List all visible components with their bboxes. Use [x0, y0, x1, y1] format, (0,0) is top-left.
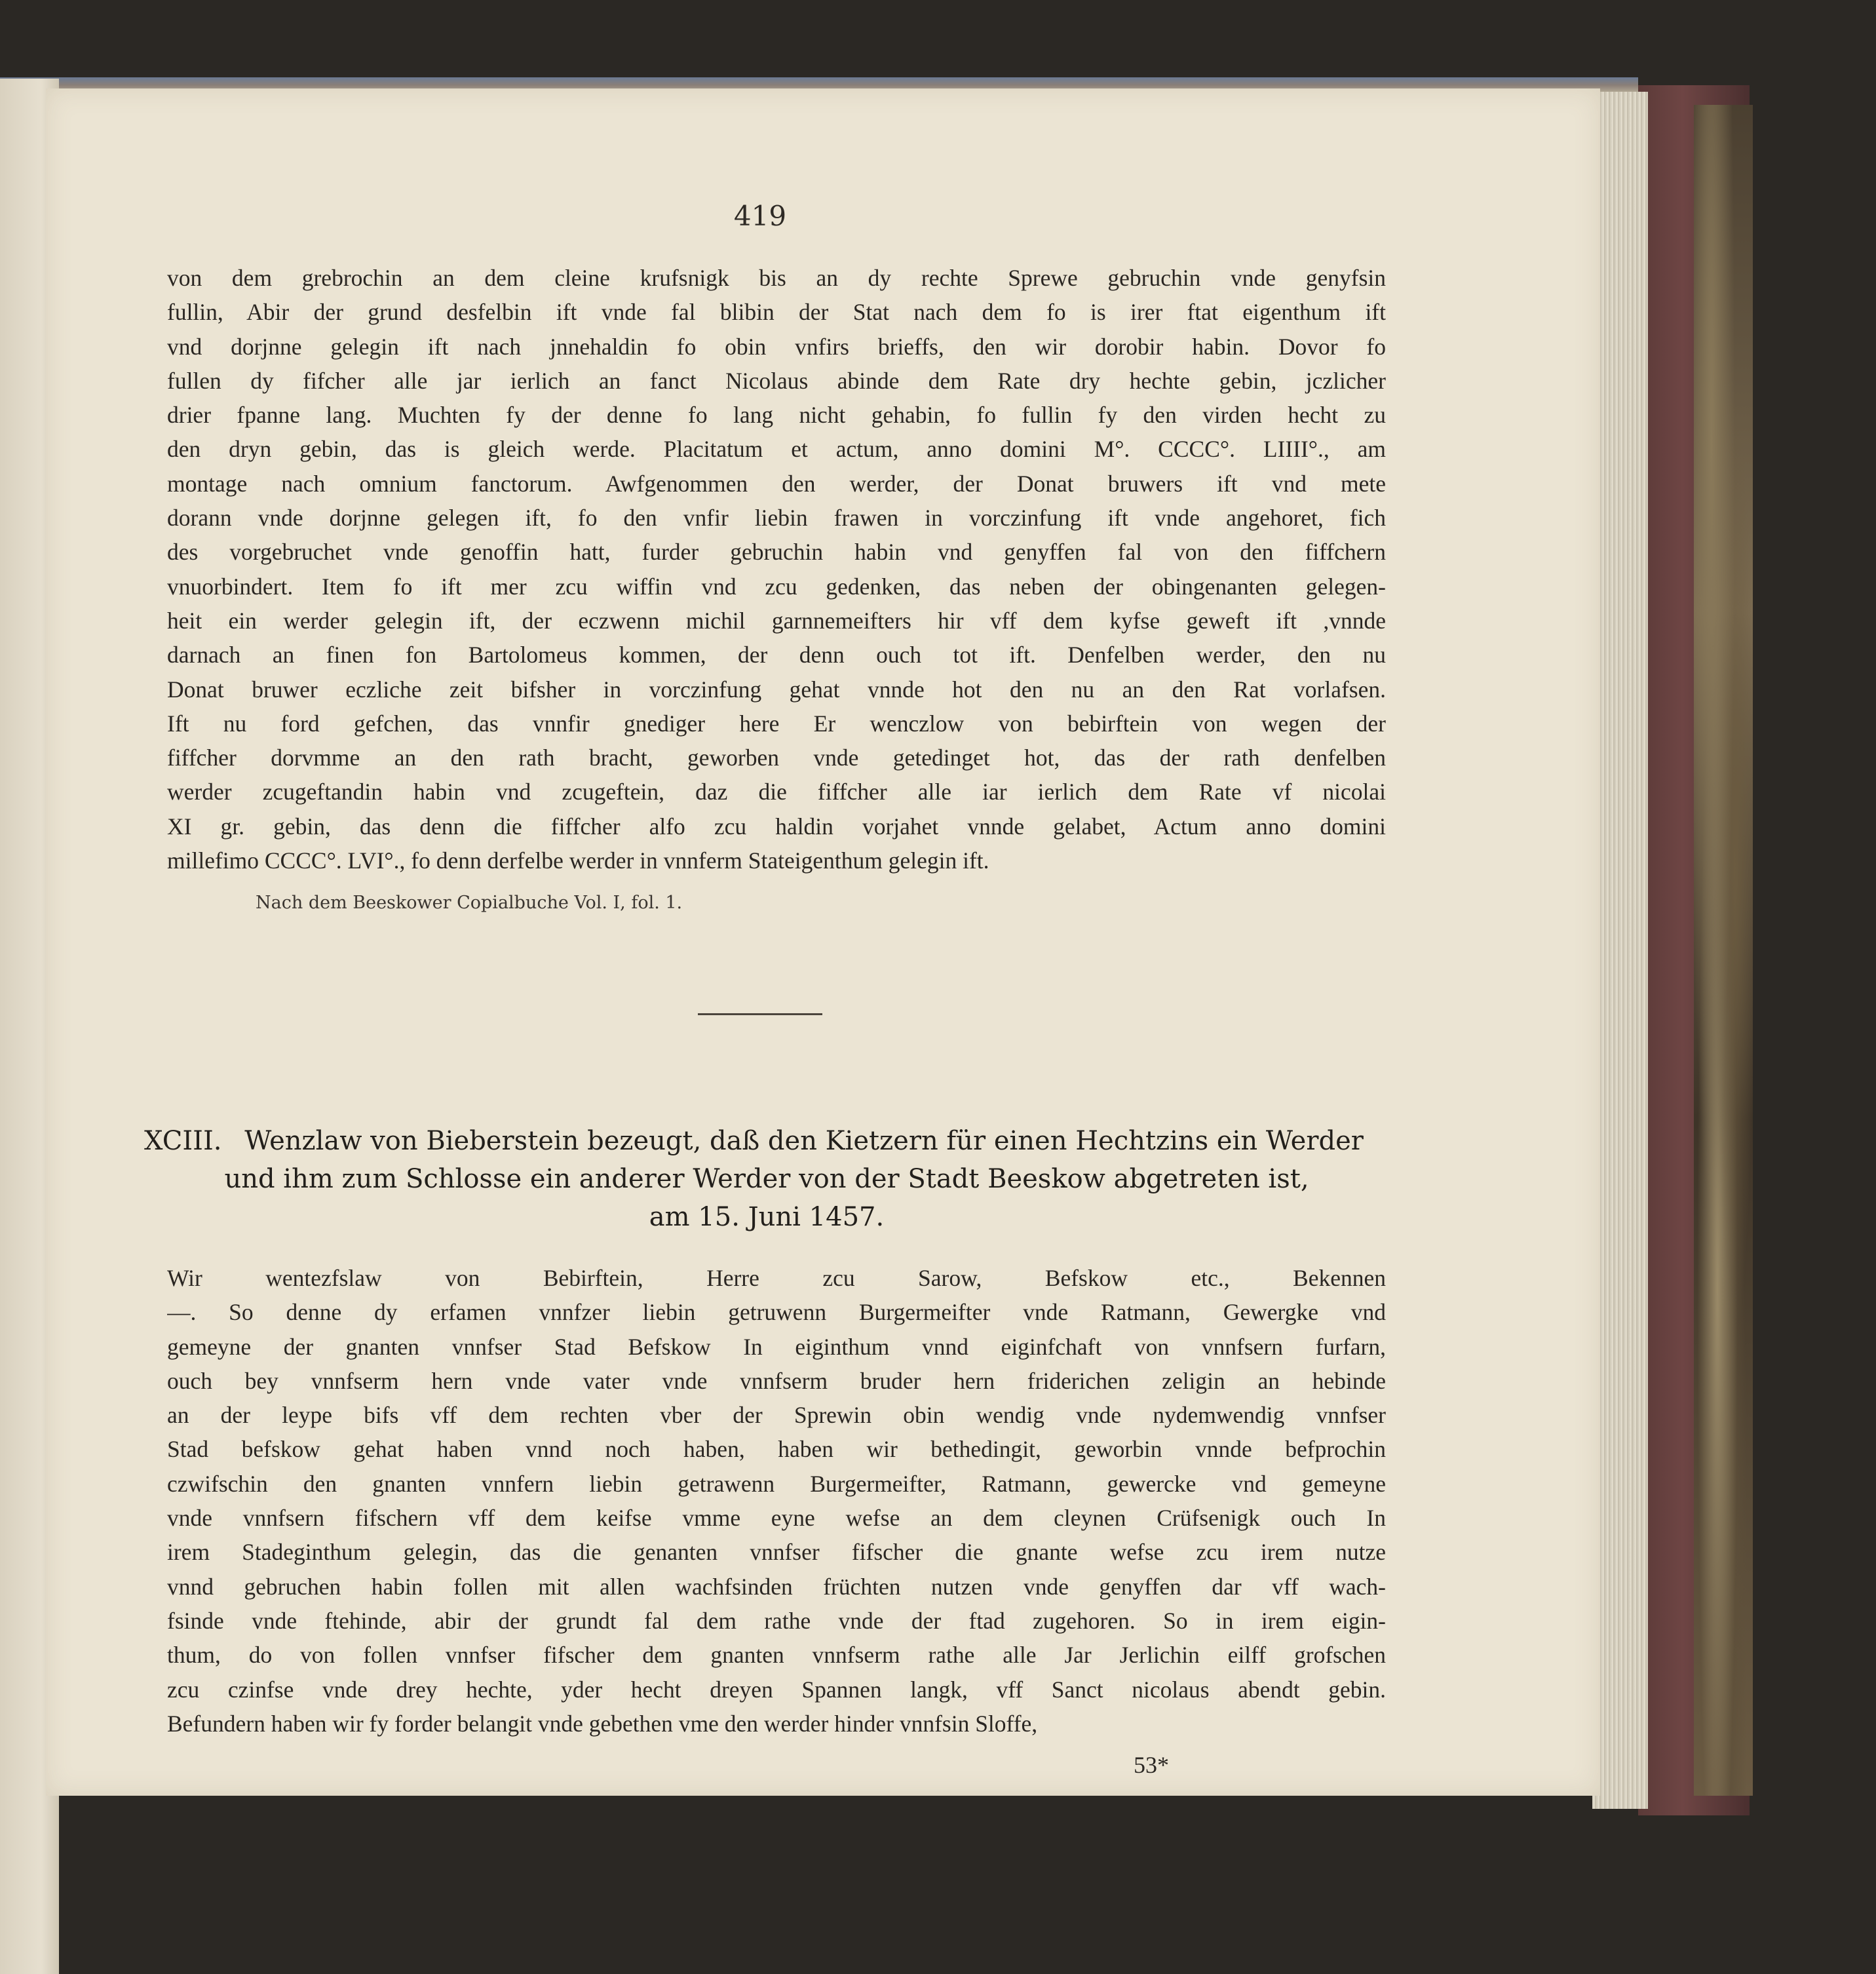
text-line: fullen dy fifcher alle jar ierlich an fanct Nicolaus abinde dem Rate dry hechte gebin, jczlicher: [167, 367, 1386, 394]
text-line: fullin, Abir der grund desfelbin ift vnde fal blibin der Stat nach dem fo is irer ftat eigenthum ift: [167, 299, 1386, 326]
page-edges: [1592, 92, 1648, 1809]
text-line: XI gr. gebin, das denn die fiffcher alfo zcu haldin vorjahet vnnde gelabet, Actum anno domini: [167, 813, 1386, 840]
text-line: vnd dorjnne gelegin ift nach jnnehaldin fo obin vnfirs brieffs, den wir dorobir habin. Dovor fo: [167, 333, 1386, 360]
document-heading: [144, 1122, 1389, 1236]
text-line: —. So denne dy erfamen vnnfzer liebin getruwenn Burgermeifter vnde Ratmann, Gewergke vnd: [167, 1299, 1386, 1326]
text-line: drier fpanne lang. Muchten fy der denne fo lang nicht gehabin, fo fullin fy den virden hecht zu: [167, 402, 1386, 429]
text-line: werder zcugeftandin habin vnd zcugeftein, daz die fiffcher alle iar ierlich dem Rate vf nicolai: [167, 779, 1386, 805]
text-line: gemeyne der gnanten vnnfser Stad Befskow In eiginthum vnnd eiginfchaft von vnnfsern furfarn,: [167, 1333, 1386, 1360]
text-line: von dem grebrochin an dem cleine krufsnigk bis an dy rechte Sprewe gebruchin vnde genyfsin: [167, 265, 1386, 291]
text-line: Wir wentezfslaw von Bebirftein, Herre zcu Sarow, Befskow etc., Bekennen: [167, 1265, 1386, 1291]
source-note: Nach dem Beeskower Copialbuche Vol. I, fol. 1.: [256, 893, 683, 913]
signature-mark: 53*: [1134, 1752, 1169, 1778]
text-line: an der leype bifs vff dem rechten vber der Sprewin obin wendig vnde nydemwendig vnnfser: [167, 1402, 1386, 1429]
heading-text-1: Wenzlaw von Bieberstein bezeugt, daß den Kietzern für einen Hechtzins ein Werder: [244, 1126, 1364, 1156]
text-line: vnde vnnfsern fifschern vff dem keifse vmme eyne wefse an dem cleynen Crüfsenigk ouch In: [167, 1505, 1386, 1532]
text-line: fsinde vnde ftehinde, abir der grundt fal dem rathe vnde der ftad zugehoren. So in irem eigin-: [167, 1607, 1386, 1634]
heading-line-3: am 15. Juni 1457.: [649, 1202, 885, 1232]
text-line: millefimo CCCC°. LVI°., fo denn derfelbe werder in vnnferm Stateigenthum gelegin ift.: [167, 847, 989, 874]
page-number: 419: [733, 200, 787, 232]
paragraph-charter-1457: [167, 1261, 1386, 1741]
text-line: zcu czinfse vnde drey hechte, yder hecht dreyen Spannen langk, vff Sanct nicolaus abendt gebin.: [167, 1676, 1386, 1703]
text-line: Donat bruwer eczliche zeit bifsher in vorczinfung gehat vnnde hot den nu an den Rat vorlafsen.: [167, 676, 1386, 703]
text-line: irem Stadeginthum gelegin, das die genanten vnnfser fifscher die gnante wefse zcu irem nutze: [167, 1539, 1386, 1566]
text-line: darnach an finen fon Bartolomeus kommen, der denn ouch tot ift. Denfelben werder, den nu: [167, 642, 1386, 668]
text-line: Befundern haben wir fy forder belangit vnde gebethen vme den werder hinder vnnfsin Sloffe,: [167, 1710, 1038, 1737]
text-line: Ift nu ford gefchen, das vnnfir gnediger here Er wenczlow von bebirftein von wegen der: [167, 710, 1386, 737]
text-line: thum, do von follen vnnfser fifscher dem gnanten vnnfserm rathe alle Jar Jerlichin eilff grofschen: [167, 1642, 1386, 1669]
section-divider: [698, 1013, 822, 1015]
text-line: den dryn gebin, das is gleich werde. Placitatum et actum, anno domini M°. CCCC°. LIIII°., am: [167, 436, 1386, 463]
text-line: des vorgebruchet vnde genoffin hatt, furder gebruchin habin vnd genyffen fal von den fiffchern: [167, 539, 1386, 566]
text-line: vnuorbindert. Item fo ift mer zcu wiffin vnd zcu gedenken, das neben der obingenanten gelegen-: [167, 573, 1386, 600]
paragraph-charter-1454: [167, 261, 1386, 878]
text-line: ouch bey vnnfserm hern vnde vater vnde vnnfserm bruder hern friderichen zeligin an hebinde: [167, 1367, 1386, 1394]
text-line: heit ein werder gelegin ift, der eczwenn michil garnnemeifters hir vff dem kyfse geweft ift ,vnnde: [167, 607, 1386, 634]
text-line: dorann vnde dorjnne gelegen ift, fo den vnfir liebin frawen in vorczinfung ift vnde angehoret, fich: [167, 505, 1386, 532]
marbled-endpaper: [1694, 105, 1753, 1796]
heading-line-2: und ihm zum Schlosse ein anderer Werder von der Stadt Beeskow abgetreten ist,: [224, 1164, 1309, 1194]
heading-number: XCIII.: [144, 1126, 222, 1156]
heading-line-1: [144, 1122, 1389, 1160]
text-line: Stad befskow gehat haben vnnd noch haben, haben wir bethedingit, geworbin vnnde befprochin: [167, 1436, 1386, 1463]
text-line: czwifschin den gnanten vnnfern liebin getrawenn Burgermeifter, Ratmann, gewercke vnd gemeyne: [167, 1470, 1386, 1497]
text-line: vnnd gebruchen habin follen mit allen wachfsinden früchten nutzen vnde genyffen dar vff wach-: [167, 1573, 1386, 1600]
text-line: fiffcher dorvmme an den rath bracht, geworben vnde getedinget hot, das der rath denfelben: [167, 745, 1386, 771]
text-line: montage nach omnium fanctorum. Awfgenommen den werder, der Donat bruwers ift vnd mete: [167, 470, 1386, 497]
